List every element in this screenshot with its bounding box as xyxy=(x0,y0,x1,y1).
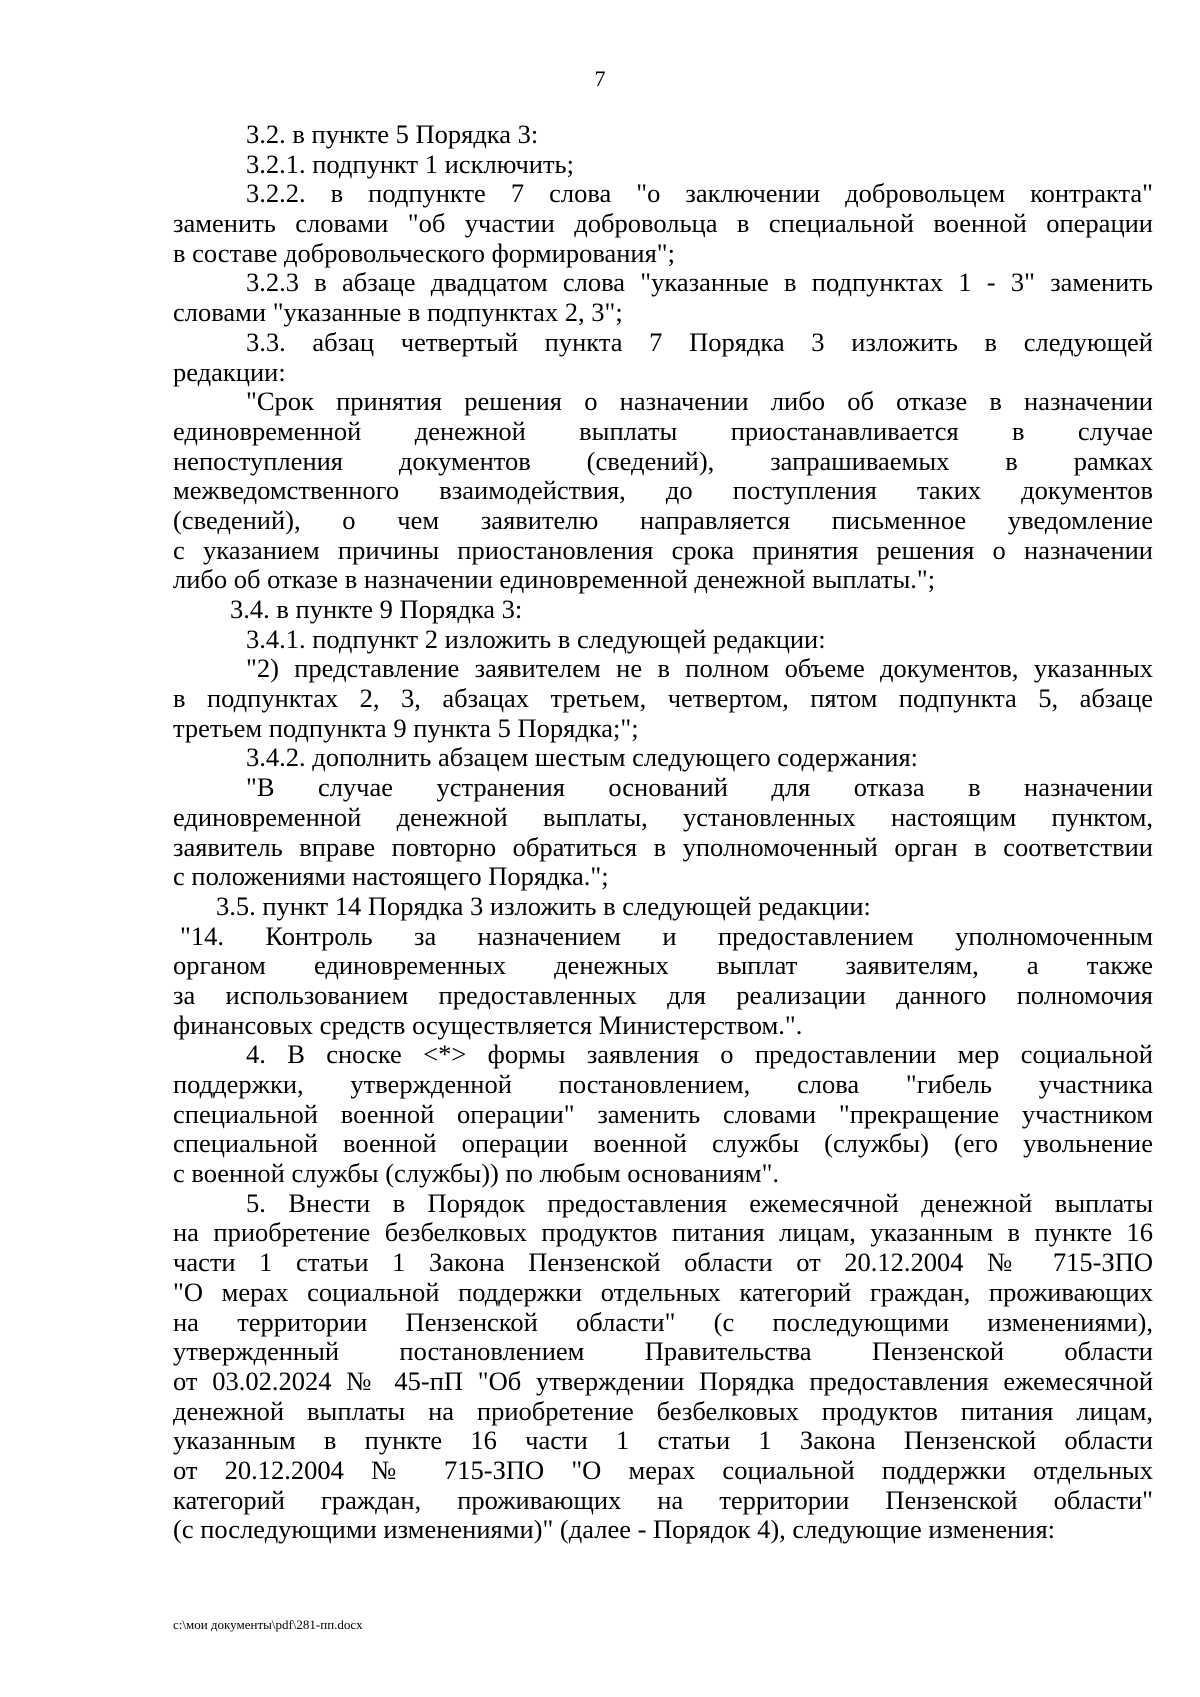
text-line: редакции: xyxy=(173,356,286,387)
text-line: части 1 статьи 1 Закона Пензенской области от 20.12.2004 № 715-ЗПО xyxy=(173,1247,1153,1278)
text-line: 3.4. в пункте 9 Порядка 3: xyxy=(230,594,523,624)
text-line: 4. В сноске <*> формы заявления о предоставлении мер социальной xyxy=(246,1039,1153,1070)
text-line: либо об отказе в назначении единовременной денежной выплаты."; xyxy=(173,564,936,595)
text-line: единовременной денежной выплаты, установленных настоящим пунктом, xyxy=(173,801,1153,832)
text-line: 3.2. в пункте 5 Порядка 3: xyxy=(246,119,539,149)
text-line: межведомственного взаимодействия, до поступления таких документов xyxy=(173,475,1153,506)
text-line: в составе добровольческого формирования"; xyxy=(173,237,675,268)
text-line: на территории Пензенской области" (с последующими изменениями), xyxy=(173,1306,1153,1337)
text-line: "14. Контроль за назначением и предоставлением уполномоченным xyxy=(180,920,1153,951)
text-line: 3.2.1. подпункт 1 исключить; xyxy=(246,148,574,179)
text-line: за использованием предоставленных для реализации данного полномочия xyxy=(173,979,1153,1010)
text-line: с военной службы (службы)) по любым основаниям". xyxy=(173,1158,780,1189)
text-line: "О мерах социальной поддержки отдельных категорий граждан, проживающих xyxy=(173,1276,1153,1307)
text-line: с положениями настоящего Порядка."; xyxy=(173,861,609,892)
text-line: 3.5. пункт 14 Порядка 3 изложить в следующей редакции: xyxy=(216,890,871,921)
text-line: 3.2.2. в подпункте 7 слова "о заключении добровольцем контракта" xyxy=(246,178,1153,209)
text-line: 3.3. абзац четвертый пункта 7 Порядка 3 изложить в следующей xyxy=(246,326,1153,357)
text-line: органом единовременных денежных выплат заявителям, а также xyxy=(173,950,1153,981)
text-line: словами "указанные в подпунктах 2, 3"; xyxy=(173,297,623,328)
text-line: финансовых средств осуществляется Министерством.". xyxy=(173,1009,803,1040)
text-line: утвержденный постановлением Правительства Пензенской области xyxy=(173,1336,1153,1367)
text-line: 5. Внести в Порядок предоставления ежемесячной денежной выплаты xyxy=(246,1187,1153,1218)
text-line: единовременной денежной выплаты приостанавливается в случае xyxy=(173,415,1153,446)
text-line: непоступления документов (сведений), запрашиваемых в рамках xyxy=(173,445,1153,476)
text-line: "Срок принятия решения о назначении либо об отказе в назначении xyxy=(246,386,1153,417)
text-line: "2) представление заявителем не в полном объеме документов, указанных xyxy=(246,653,1153,684)
text-line: специальной военной операции" заменить словами "прекращение участником xyxy=(173,1098,1153,1129)
text-line: 3.4.2. дополнить абзацем шестым следующего содержания: xyxy=(246,742,919,773)
text-line: (с последующими изменениями)" (далее - Порядок 4), следующие изменения: xyxy=(173,1514,1055,1545)
text-line: заменить словами "об участии добровольца в специальной военной операции xyxy=(173,208,1153,239)
text-line: от 20.12.2004 № 715-ЗПО "О мерах социальной поддержки отдельных xyxy=(173,1454,1153,1485)
text-line: на приобретение безбелковых продуктов питания лицам, указанным в пункте 16 xyxy=(173,1217,1153,1248)
text-line: категорий граждан, проживающих на территории Пензенской области" xyxy=(173,1484,1153,1515)
text-line: третьем подпункта 9 пункта 5 Порядка;"; xyxy=(173,712,639,743)
text-line: заявитель вправе повторно обратиться в уполномоченный орган в соответствии xyxy=(173,831,1153,862)
footer-file-path: c:\мои документы\pdf\281-пп.docx xyxy=(173,1617,363,1632)
text-line: специальной военной операции военной службы (службы) (его увольнение xyxy=(173,1128,1153,1159)
text-line: 3.4.1. подпункт 2 изложить в следующей редакции: xyxy=(246,623,826,654)
text-line: (сведений), о чем заявителю направляется письменное уведомление xyxy=(173,504,1153,535)
page-number: 7 xyxy=(594,66,606,91)
text-line: с указанием причины приостановления срока принятия решения о назначении xyxy=(173,534,1153,565)
text-line: "В случае устранения оснований для отказа в назначении xyxy=(246,772,1153,803)
text-line: денежной выплаты на приобретение безбелковых продуктов питания лицам, xyxy=(173,1395,1153,1426)
text-line: указанным в пункте 16 части 1 статьи 1 Закона Пензенской области xyxy=(173,1425,1153,1456)
text-line: поддержки, утвержденной постановлением, слова "гибель участника xyxy=(173,1069,1153,1099)
document-body xyxy=(173,120,1153,1545)
text-line: от 03.02.2024 № 45-пП "Об утверждении Порядка предоставления ежемесячной xyxy=(173,1365,1153,1396)
text-line: в подпунктах 2, 3, абзацах третьем, четвертом, пятом подпункта 5, абзаце xyxy=(173,683,1153,714)
text-line: 3.2.3 в абзаце двадцатом слова "указанные в подпунктах 1 - 3" заменить xyxy=(246,267,1153,298)
